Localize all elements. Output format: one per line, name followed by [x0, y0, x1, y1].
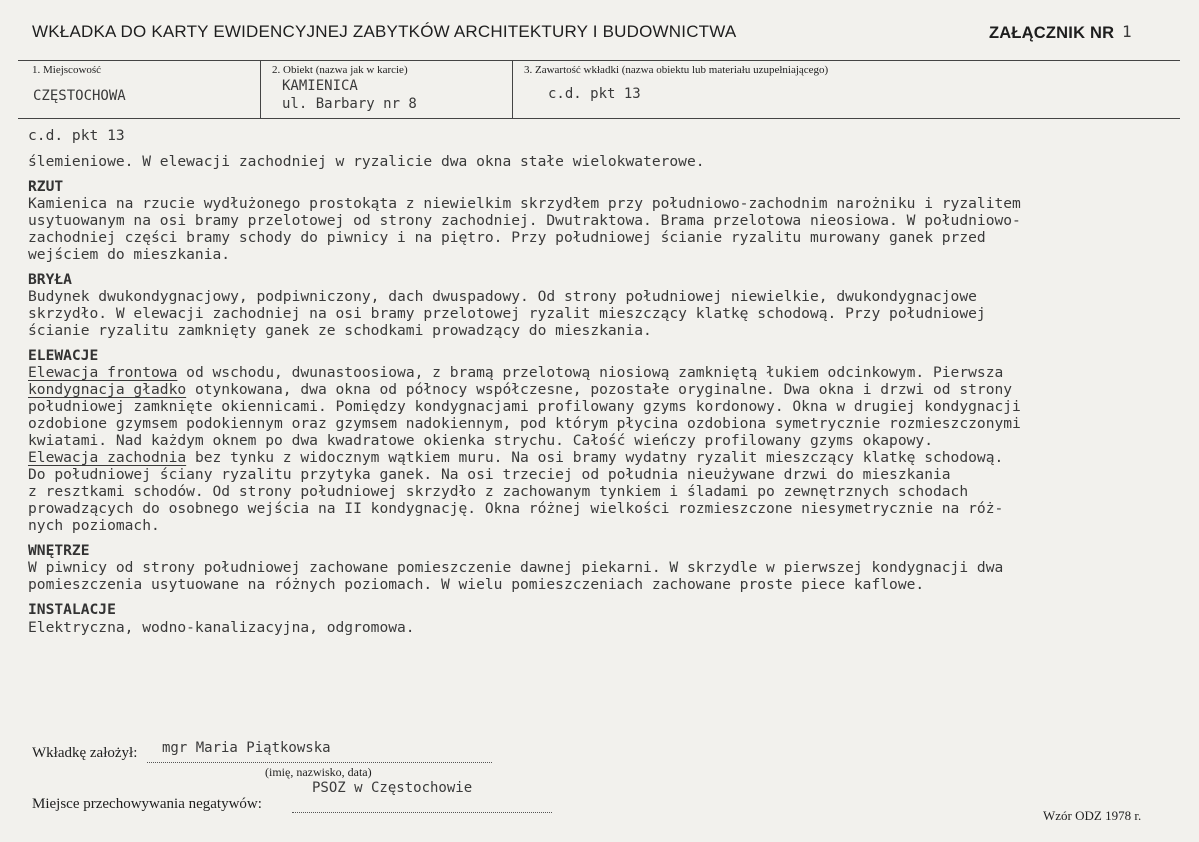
attachment-label: ZAŁĄCZNIK NR [989, 24, 1115, 42]
body-line: skrzydło. W elewacji zachodniej na osi bramy przelotowej ryzalit mieszczący klatkę schodową. Przy południowej [28, 305, 986, 322]
form-title: WKŁADKA DO KARTY EWIDENCYJNEJ ZABYTKÓW ARCHITEKTURY I BUDOWNICTWA [32, 22, 737, 41]
field-locality-label: 1. Miejscowość [32, 64, 102, 76]
fields-bottom-rule [18, 118, 1180, 119]
body-line: Elewacja zachodnia bez tynku z widocznym wątkiem muru. Na osi bramy wydatny ryzalit mieszczący klatkę schodową. [28, 449, 1004, 466]
founder-dotted-line [147, 762, 492, 763]
field-object-label: 2. Obiekt (nazwa jak w karcie) [272, 64, 408, 76]
section-heading-bryla: BRYŁA [28, 271, 72, 288]
body-line: prowadzących do osobnego wejścia na II kondygnację. Okna różnej wielkości rozmieszczone niesymetrycznie na róż- [28, 500, 1004, 517]
field-content-label: 3. Zawartość wkładki (nazwa obiektu lub materiału uzupełniającego) [524, 64, 829, 76]
field-content-value: c.d. pkt 13 [548, 86, 641, 102]
body-line: W piwnicy od strony południowej zachowane pomieszczenie dawnej piekarni. W skrzydle w pierwszej kondygnacji dwa [28, 559, 1004, 576]
field-divider-1 [260, 60, 261, 118]
body-line: nych poziomach. [28, 517, 160, 534]
founder-value: mgr Maria Piątkowska [162, 740, 331, 756]
body-line: pomieszczenia usytuowane na różnych poziomach. W wielu pomieszczeniach zachowane proste piece kaflowe. [28, 576, 925, 593]
body-line: Budynek dwukondygnacjowy, podpiwniczony, dach dwuspadowy. Od strony południowej niewielkie, dwukondygnacjowe [28, 288, 977, 305]
body-line: południowej zamknięte okiennicami. Pomiędzy kondygnacjami profilowany gzyms kordonowy. Okna w drugiej kondygnacji [28, 398, 1021, 415]
body-line: Kamienica na rzucie wydłużonego prostokąta z niewielkim skrzydłem przy południowo-zachodnim narożniku i ryzalitem [28, 195, 1021, 212]
body-line: Do południowej ściany ryzalitu przytyka ganek. Na osi trzeciej od południa nieużywane drzwi do mieszkania [28, 466, 951, 483]
section-heading-rzut: RZUT [28, 178, 64, 195]
section-heading-instalacje: INSTALACJE [28, 601, 116, 618]
storage-dotted-line [292, 812, 552, 813]
form-template-id: Wzór ODZ 1978 r. [1043, 808, 1142, 823]
field-locality-value: CZĘSTOCHOWA [33, 88, 126, 104]
body-line: ścianie ryzalitu zamknięty ganek ze schodkami prowadzący do mieszkania. [28, 322, 652, 339]
field-divider-2 [512, 60, 513, 118]
body-line: ślemieniowe. W elewacji zachodniej w ryzalicie dwa okna stałe wielokwaterowe. [28, 153, 705, 170]
attachment-number: 1 [1122, 22, 1132, 41]
fields-top-rule [18, 60, 1180, 61]
body-line: zachodniej części bramy schody do piwnicy i na piętro. Przy południowej ścianie ryzalitu murowany ganek przed [28, 229, 986, 246]
field-object-value-2: ul. Barbary nr 8 [282, 96, 417, 112]
body-line: z resztkami schodów. Od strony południowej skrzydło z zachowanym tynkiem i śladami po zewnętrznych schodach [28, 483, 969, 500]
underlined-text: kondygnacja gładko [28, 381, 187, 398]
subheading-elewacja-zachodnia: Elewacja zachodnia [28, 449, 187, 466]
field-object-value-1: KAMIENICA [282, 78, 358, 94]
body-line: Elewacja frontowa od wschodu, dwunastoosiowa, z bramą przelotową niosiową zamkniętą łukiem odcinkowym. Pierwsza [28, 364, 1004, 381]
storage-label: Miejsce przechowywania negatywów: [32, 796, 262, 812]
founder-label: Wkładkę założył: [32, 745, 138, 761]
body-line: Elektryczna, wodno-kanalizacyjna, odgromowa. [28, 619, 415, 636]
founder-caption: (imię, nazwisko, data) [265, 765, 372, 779]
body-line: kondygnacja gładko otynkowana, dwa okna od północy współczesne, pozostałe oryginalne. Dwa okna i drzwi od strony [28, 381, 1013, 398]
body-line: kwiatami. Nad każdym oknem po dwa kwadratowe okienka strychu. Całość wieńczy profilowany gzyms okapowy. [28, 432, 933, 449]
section-heading-elewacje: ELEWACJE [28, 347, 99, 364]
body-line: usytuowanym na osi bramy przelotowej od strony zachodniej. Dwutraktowa. Brama przelotowa nieosiowa. W południowo- [28, 212, 1021, 229]
body-line: c.d. pkt 13 [28, 127, 125, 144]
body-line: wejściem do mieszkania. [28, 246, 231, 263]
body-line: ozdobione gzymsem podokiennym oraz gzymsem nadokiennym, pod którym płycina ozdobiona symetrycznie rozmieszczonymi [28, 415, 1021, 432]
section-heading-wnetrze: WNĘTRZE [28, 542, 90, 559]
storage-value: PSOZ w Częstochowie [312, 780, 473, 796]
subheading-elewacja-frontowa: Elewacja frontowa [28, 364, 178, 381]
